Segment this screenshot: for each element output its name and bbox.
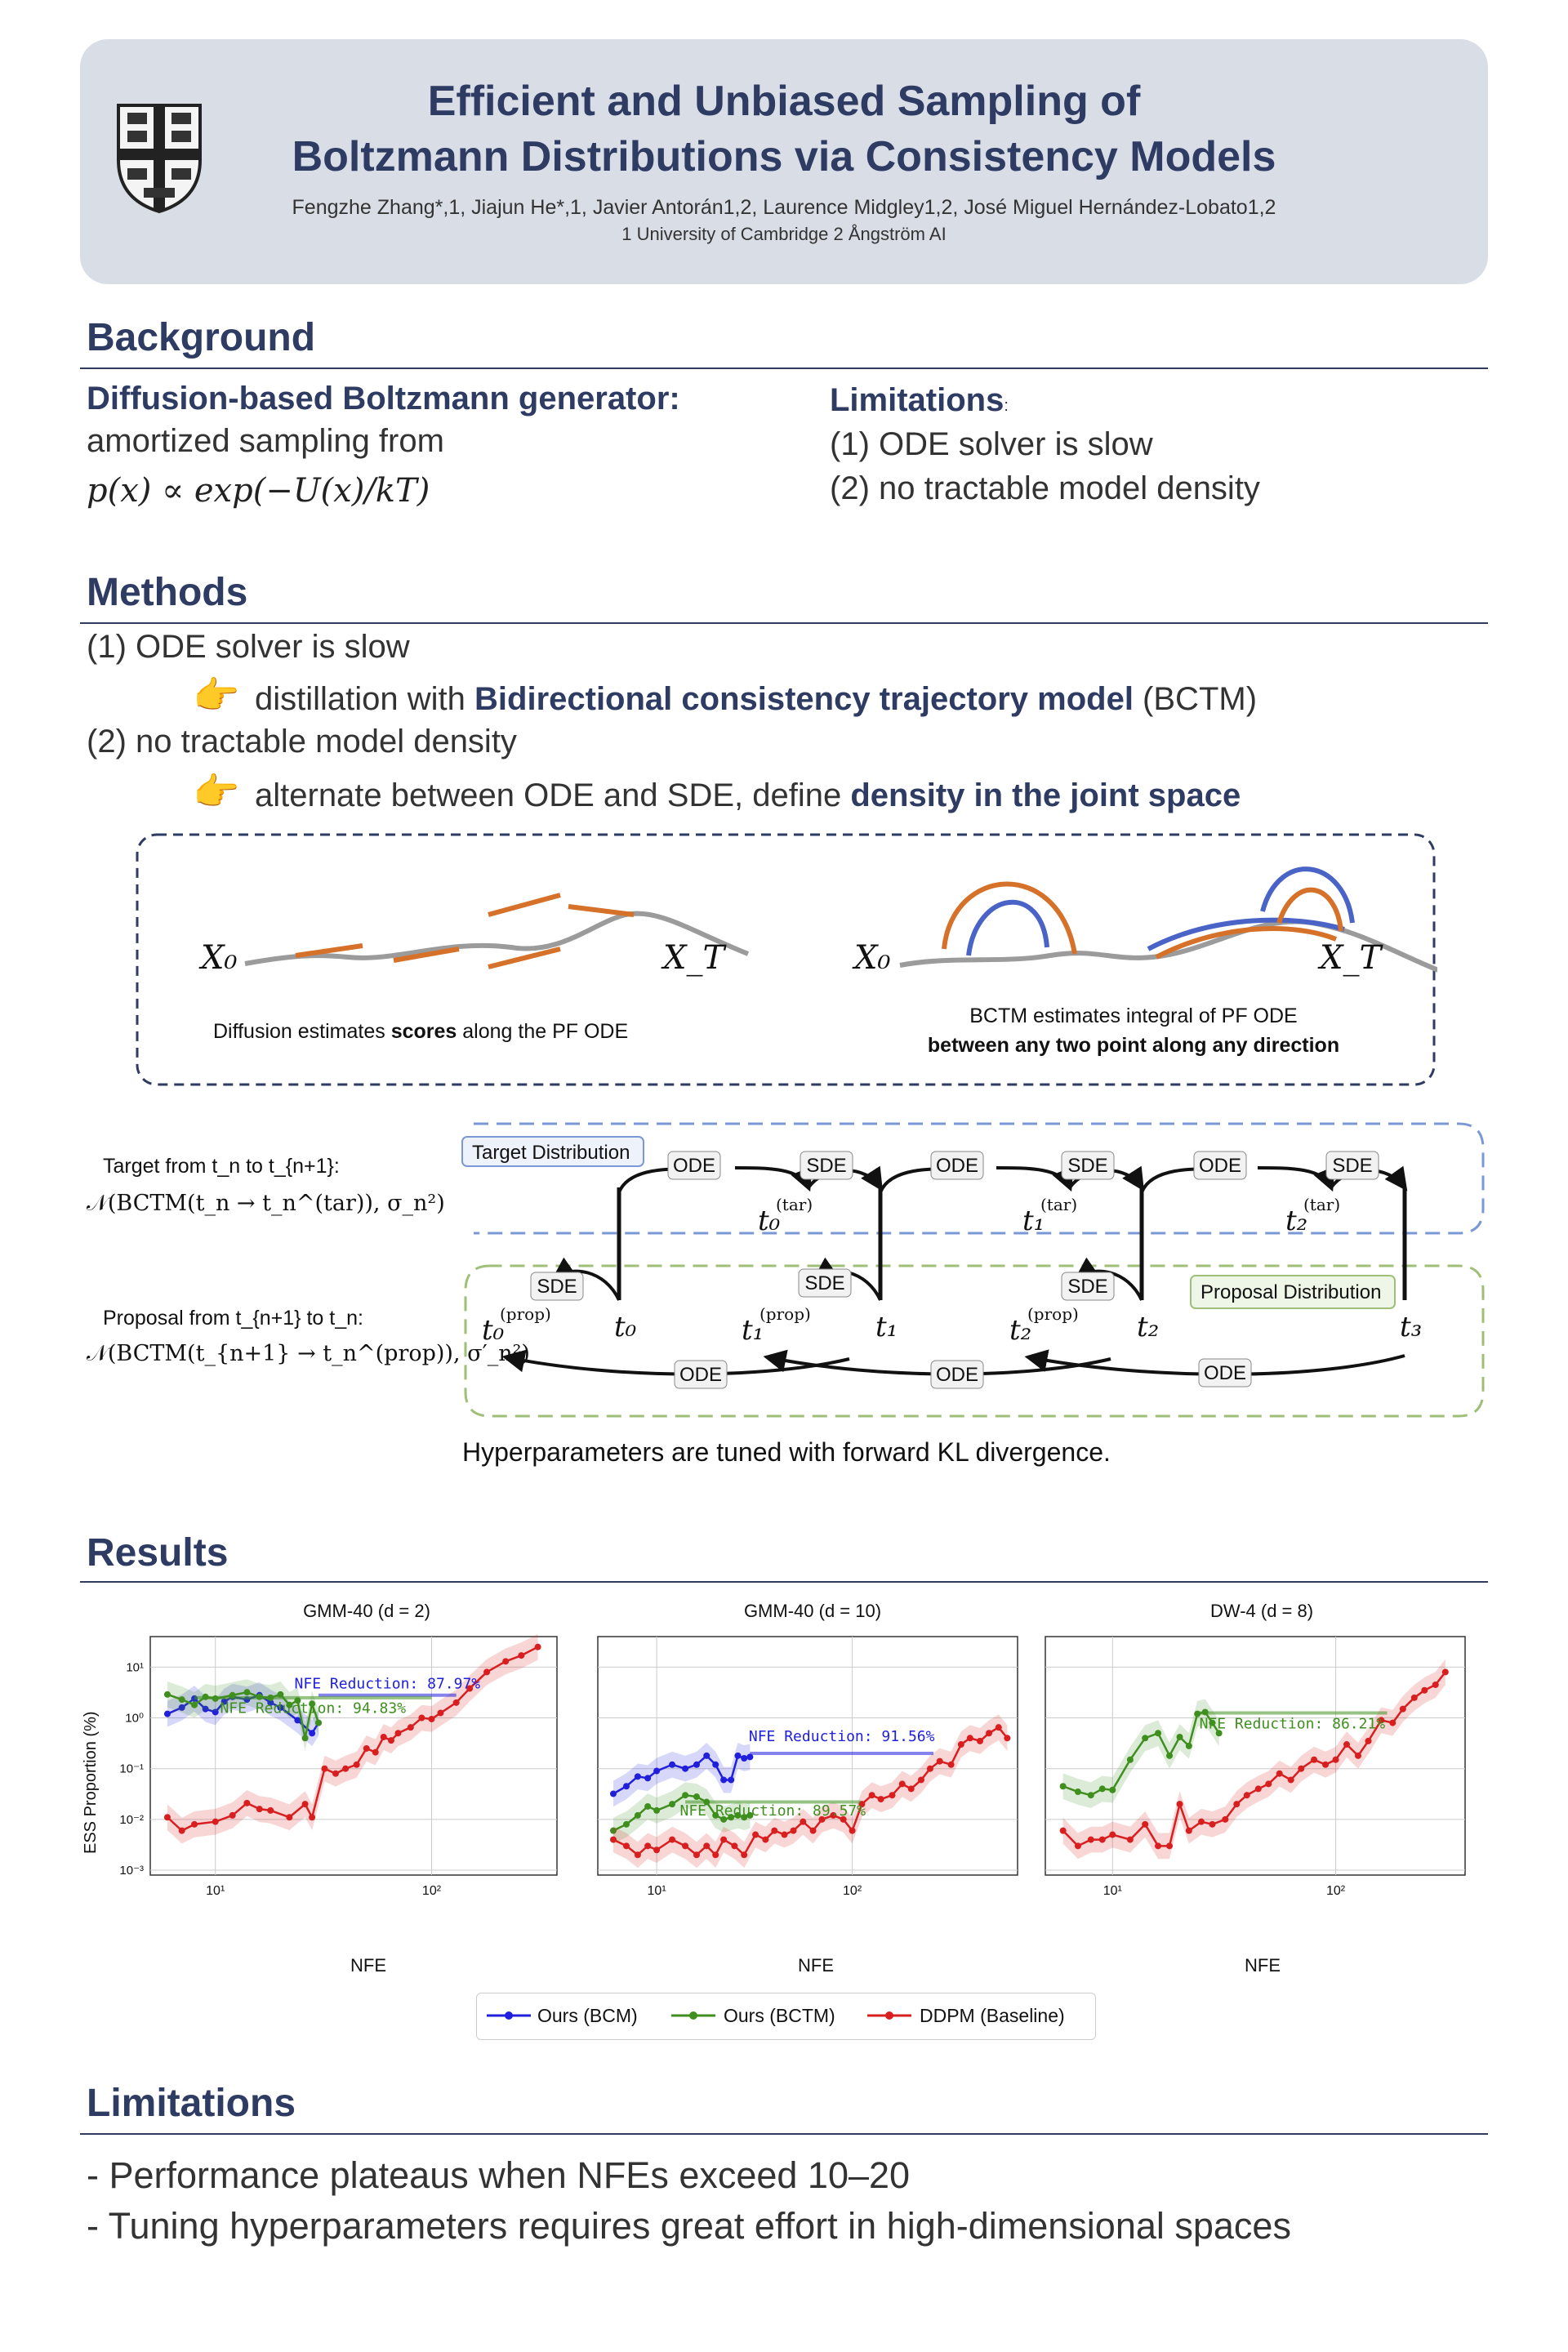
data-point — [682, 1766, 688, 1772]
data-point — [428, 1716, 434, 1722]
t0-tar-label: t₀ — [758, 1205, 781, 1237]
data-point — [1060, 1783, 1067, 1789]
data-point — [1127, 1757, 1134, 1763]
data-point — [610, 1790, 617, 1797]
data-point — [849, 1828, 856, 1834]
target-formula: 𝒩(BCTM(t_n → t_n^(tar)), σ_n²) — [87, 1191, 445, 1216]
data-point — [1222, 1816, 1228, 1823]
data-point — [703, 1842, 710, 1849]
x-tick-label: 10² — [421, 1884, 442, 1898]
data-point — [937, 1758, 943, 1765]
data-point — [418, 1715, 425, 1722]
data-point — [1411, 1695, 1418, 1701]
prop-superscript: (prop) — [760, 1304, 811, 1324]
data-point — [741, 1851, 747, 1858]
background-heading: Background — [87, 316, 316, 359]
data-point — [1109, 1832, 1116, 1838]
methods-item-2-bold: density in the joint space — [850, 777, 1241, 813]
legend-bctm-marker — [670, 2006, 719, 2025]
data-point — [869, 1792, 875, 1798]
data-point — [635, 1773, 641, 1780]
background-limitation-2: (2) no tractable model density — [830, 470, 1260, 506]
data-point — [889, 1792, 895, 1798]
data-point — [810, 1828, 817, 1834]
pointing-hand-icon: 👉 — [193, 770, 240, 813]
ode-tag-label: ODE — [1203, 1362, 1247, 1384]
data-point — [381, 1734, 387, 1740]
sde-tag-label: SDE — [804, 1272, 845, 1294]
data-point — [212, 1819, 219, 1825]
ode-tag-label: ODE — [679, 1364, 723, 1386]
sde-tag-label: SDE — [806, 1155, 847, 1177]
ode-arc — [735, 1168, 808, 1187]
data-point — [286, 1814, 292, 1820]
tar-superscript: (tar) — [1040, 1195, 1078, 1214]
y-tick-label: 10⁻² — [119, 1812, 144, 1827]
x-tick-label: 10¹ — [206, 1884, 225, 1898]
t0-prop-label: t₀ — [482, 1314, 505, 1347]
xt-label: X_T — [1320, 939, 1382, 977]
data-point — [1322, 1762, 1329, 1768]
results-charts — [114, 1622, 1503, 1965]
data-point — [1244, 1792, 1250, 1798]
data-point — [653, 1846, 660, 1853]
target-text: Target from t_n to t_{n+1}: — [103, 1155, 340, 1178]
x-tick-label: 10² — [843, 1884, 862, 1898]
data-point — [1177, 1734, 1183, 1740]
data-point — [720, 1837, 727, 1843]
data-point — [1075, 1788, 1081, 1795]
prop-superscript: (prop) — [500, 1304, 551, 1324]
data-point — [996, 1724, 1002, 1731]
data-point — [1142, 1821, 1148, 1828]
data-point — [1127, 1837, 1134, 1843]
data-point — [1186, 1828, 1192, 1834]
data-point — [302, 1801, 309, 1807]
x-tick-label: 10² — [1325, 1884, 1346, 1898]
methods-item-1-bold: Bidirectional consistency trajectory model — [474, 681, 1134, 717]
methods-rule — [80, 622, 1488, 624]
data-point — [1421, 1687, 1428, 1694]
data-point — [1109, 1787, 1116, 1793]
data-point — [1209, 1821, 1215, 1828]
data-point — [164, 1711, 171, 1717]
data-point — [977, 1738, 983, 1744]
data-point — [1004, 1735, 1010, 1741]
background-left-text: amortized sampling from — [87, 423, 444, 459]
data-point — [1442, 1668, 1449, 1675]
results-heading: Results — [87, 1531, 229, 1575]
data-point — [1265, 1780, 1272, 1787]
proposal-distribution-label: Proposal Distribution — [1200, 1281, 1382, 1303]
data-point — [1276, 1771, 1283, 1777]
data-point — [878, 1796, 884, 1802]
data-point — [342, 1766, 349, 1772]
data-point — [623, 1783, 630, 1789]
nfe-reduction-label: NFE Reduction: 89.57% — [679, 1802, 866, 1820]
data-point — [1355, 1753, 1361, 1759]
methods-item-1: (1) ODE solver is slow — [87, 629, 410, 665]
sde-tag-label: SDE — [1067, 1155, 1108, 1177]
data-point — [958, 1741, 964, 1748]
t3-label: t₃ — [1400, 1311, 1423, 1343]
nfe-reduction-label: NFE Reduction: 87.97% — [294, 1675, 481, 1693]
data-point — [623, 1842, 630, 1849]
data-point — [1343, 1741, 1350, 1748]
data-point — [986, 1730, 992, 1736]
data-point — [1298, 1766, 1304, 1772]
limitations-title-colon: : — [1004, 397, 1009, 415]
ode-tag-label: ODE — [1198, 1155, 1242, 1177]
data-point — [635, 1812, 641, 1819]
legend-bctm-label: Ours (BCTM) — [724, 2005, 835, 2026]
y-tick-label: 10⁻¹ — [119, 1762, 144, 1776]
data-point — [1288, 1776, 1294, 1783]
legend-bcm-marker — [485, 2006, 534, 2025]
data-point — [918, 1776, 924, 1783]
data-point — [653, 1807, 660, 1814]
methods-item-2-pre: alternate between ODE and SDE, define — [255, 777, 851, 813]
data-point — [908, 1785, 915, 1792]
data-point — [267, 1807, 274, 1814]
bctm-arc — [944, 884, 1075, 954]
t0-label: t₀ — [614, 1311, 637, 1343]
methods-item-1-detail — [255, 681, 1257, 718]
data-point — [1389, 1720, 1396, 1726]
pointing-hand-icon: 👉 — [193, 674, 240, 716]
data-point — [372, 1749, 379, 1756]
data-point — [164, 1814, 171, 1820]
data-point — [741, 1755, 747, 1762]
data-point — [1177, 1801, 1183, 1807]
data-point — [1155, 1730, 1161, 1736]
data-point — [408, 1724, 414, 1731]
methods-item-2: (2) no tractable model density — [87, 724, 517, 760]
poster-title-line-2: Boltzmann Distributions via Consistency Models — [292, 133, 1276, 180]
plot-title-3: DW-4 (d = 8) — [1209, 1601, 1314, 1621]
data-point — [967, 1735, 973, 1741]
results-rule — [80, 1581, 1488, 1583]
background-left-title: Diffusion-based Boltzmann generator: — [87, 381, 680, 416]
data-point — [1155, 1842, 1161, 1849]
nfe-reduction-label: NFE Reduction: 86.21% — [1199, 1715, 1386, 1733]
pf-ode-diagram — [136, 833, 1437, 1088]
data-point — [644, 1803, 651, 1810]
data-point — [712, 1762, 719, 1768]
data-point — [731, 1842, 737, 1849]
ode-tag-label: ODE — [935, 1364, 979, 1386]
data-point — [1166, 1842, 1173, 1849]
data-point — [1365, 1738, 1371, 1744]
ode-tag-label: ODE — [935, 1155, 979, 1177]
x-tick-label: 10¹ — [1102, 1884, 1122, 1898]
data-point — [927, 1766, 933, 1772]
poster-title-line-1: Efficient and Unbiased Sampling of — [427, 78, 1141, 125]
legend-ddpm-marker — [866, 2006, 915, 2025]
data-point — [315, 1720, 322, 1726]
plot-title-1: GMM-40 (d = 2) — [303, 1601, 430, 1621]
data-point — [728, 1776, 734, 1783]
data-point — [535, 1644, 541, 1650]
data-point — [610, 1837, 617, 1843]
legend-ddpm-label: DDPM (Baseline) — [920, 2005, 1065, 2026]
data-point — [752, 1832, 759, 1838]
data-point — [1233, 1801, 1240, 1807]
limitation-bullet-2: - Tuning hyperparameters requires great effort in high-dimensional spaces — [87, 2205, 1291, 2247]
data-point — [782, 1832, 788, 1838]
nfe-reduction-label: NFE Reduction: 91.56% — [748, 1727, 935, 1745]
data-point — [1142, 1735, 1148, 1741]
data-point — [229, 1812, 236, 1819]
data-point — [1166, 1753, 1173, 1759]
data-point — [1099, 1837, 1106, 1843]
data-point — [321, 1766, 327, 1772]
limitations-title-text: Limitations — [830, 382, 1004, 418]
data-point — [1333, 1757, 1339, 1763]
data-point — [1099, 1785, 1106, 1792]
data-point — [191, 1821, 198, 1828]
x-axis-label-2: NFE — [798, 1955, 834, 1976]
data-point — [682, 1792, 688, 1798]
proposal-formula: 𝒩(BCTM(t_{n+1} → t_n^(prop)), σ′_n²) — [87, 1341, 530, 1366]
score-tangent — [488, 949, 560, 967]
nfe-reduction-label: NFE Reduction: 94.83% — [220, 1699, 407, 1717]
tar-superscript: (tar) — [776, 1195, 813, 1214]
y-tick-label: 10¹ — [126, 1660, 144, 1675]
bctm-arc — [969, 902, 1047, 956]
data-point — [1432, 1682, 1439, 1688]
t1-prop-label: t₁ — [742, 1314, 764, 1347]
data-point — [712, 1851, 719, 1858]
diffusion-caption: Diffusion estimates scores along the PF ODE — [213, 1020, 629, 1043]
sde-tag-label: SDE — [537, 1276, 577, 1298]
data-point — [948, 1762, 955, 1768]
data-point — [354, 1762, 360, 1768]
affiliations: 1 University of Cambridge 2 Ångström AI — [621, 224, 947, 244]
data-point — [771, 1828, 777, 1834]
data-point — [1060, 1828, 1067, 1834]
legend-bcm-label: Ours (BCM) — [537, 2005, 638, 2026]
data-point — [762, 1837, 768, 1843]
x-axis-label-1: NFE — [350, 1955, 386, 1976]
data-point — [363, 1745, 370, 1752]
ode-sde-scheme — [457, 1119, 1486, 1426]
plot-title-2: GMM-40 (d = 10) — [743, 1601, 882, 1621]
score-tangent — [488, 895, 560, 915]
data-point — [1088, 1792, 1094, 1798]
bctm-caption-line-1: BCTM estimates integral of PF ODE — [969, 1004, 1298, 1027]
sde-tag-label: SDE — [1332, 1155, 1373, 1177]
data-point — [653, 1768, 660, 1775]
target-distribution-label: Target Distribution — [472, 1142, 630, 1164]
data-point — [682, 1842, 688, 1849]
data-point — [669, 1837, 675, 1843]
data-point — [635, 1851, 641, 1858]
data-point — [644, 1842, 651, 1849]
data-point — [309, 1814, 315, 1820]
background-limitation-1: (1) ODE solver is slow — [830, 426, 1153, 462]
data-point — [623, 1821, 630, 1828]
proposal-text: Proposal from t_{n+1} to t_n: — [103, 1307, 363, 1330]
data-point — [899, 1780, 906, 1787]
data-point — [720, 1776, 727, 1783]
background-limitations-title — [830, 382, 1009, 419]
data-point — [453, 1699, 460, 1706]
methods-heading: Methods — [87, 571, 248, 614]
t2-label: t₂ — [1137, 1311, 1160, 1343]
data-point — [791, 1828, 797, 1834]
data-point — [669, 1801, 675, 1807]
data-point — [388, 1737, 394, 1744]
data-point — [1075, 1842, 1081, 1849]
data-point — [1198, 1819, 1205, 1825]
data-point — [644, 1775, 651, 1781]
t1-label: t₁ — [875, 1311, 898, 1343]
data-point — [1186, 1743, 1192, 1749]
data-point — [693, 1851, 700, 1858]
data-point — [437, 1710, 443, 1717]
x-axis-label-3: NFE — [1245, 1955, 1281, 1976]
limitations-rule — [80, 2133, 1488, 2135]
x0-label: X₀ — [201, 939, 238, 977]
methods-item-1-post: (BCTM) — [1133, 681, 1258, 717]
sde-tag-label: SDE — [1067, 1276, 1108, 1298]
data-point — [332, 1771, 339, 1777]
data-point — [302, 1735, 309, 1741]
boltzmann-formula: p(x) ∝ exp(−U(x)/kT) — [87, 472, 430, 510]
t1-tar-label: t₁ — [1022, 1205, 1045, 1237]
y-axis-label: ESS Proportion (%) — [82, 1711, 100, 1854]
data-point — [1255, 1785, 1262, 1792]
ode-arc — [1258, 1168, 1331, 1187]
limitation-bullet-1: - Performance plateaus when NFEs exceed 10–20 — [87, 2154, 911, 2196]
data-point — [502, 1658, 509, 1664]
data-point — [256, 1806, 263, 1812]
bctm-caption-line-2: between any two point along any direction — [927, 1034, 1340, 1057]
data-point — [1088, 1837, 1094, 1843]
data-point — [518, 1652, 524, 1659]
data-point — [1311, 1757, 1317, 1763]
data-point — [309, 1730, 315, 1736]
methods-item-1-pre: distillation with — [255, 681, 475, 717]
authors: Fengzhe Zhang*,1, Jiajun He*,1, Javier Antorán1,2, Laurence Midgley1,2, José Miguel Hernández-Lobato1,2 — [292, 196, 1276, 219]
x0-label: X₀ — [854, 939, 891, 977]
t2-prop-label: t₂ — [1009, 1314, 1032, 1347]
data-point — [703, 1753, 710, 1759]
t2-tar-label: t₂ — [1285, 1205, 1308, 1237]
tar-superscript: (tar) — [1303, 1195, 1341, 1214]
xt-label: X_T — [663, 939, 725, 977]
data-point — [693, 1793, 700, 1800]
data-point — [1400, 1706, 1406, 1713]
data-point — [179, 1696, 185, 1703]
score-tangent — [568, 906, 634, 915]
data-point — [191, 1702, 198, 1708]
data-point — [394, 1730, 401, 1736]
data-point — [669, 1762, 675, 1768]
data-point — [734, 1753, 741, 1759]
data-point — [243, 1689, 250, 1695]
background-rule — [80, 368, 1488, 369]
data-point — [179, 1828, 185, 1834]
hyperparameter-note: Hyperparameters are tuned with forward KL divergence. — [462, 1437, 1111, 1467]
y-tick-label: 10⁰ — [125, 1711, 144, 1726]
methods-item-2-detail — [255, 777, 1241, 814]
y-tick-label: 10⁻³ — [119, 1863, 144, 1878]
data-point — [693, 1762, 700, 1768]
ode-arc — [996, 1168, 1070, 1187]
data-point — [243, 1800, 250, 1806]
limitations-heading: Limitations — [87, 2082, 296, 2125]
x-tick-label: 10¹ — [647, 1884, 666, 1898]
prop-superscript: (prop) — [1027, 1304, 1079, 1324]
data-point — [483, 1668, 490, 1675]
ode-tag-label: ODE — [672, 1155, 716, 1177]
data-point — [164, 1691, 171, 1698]
